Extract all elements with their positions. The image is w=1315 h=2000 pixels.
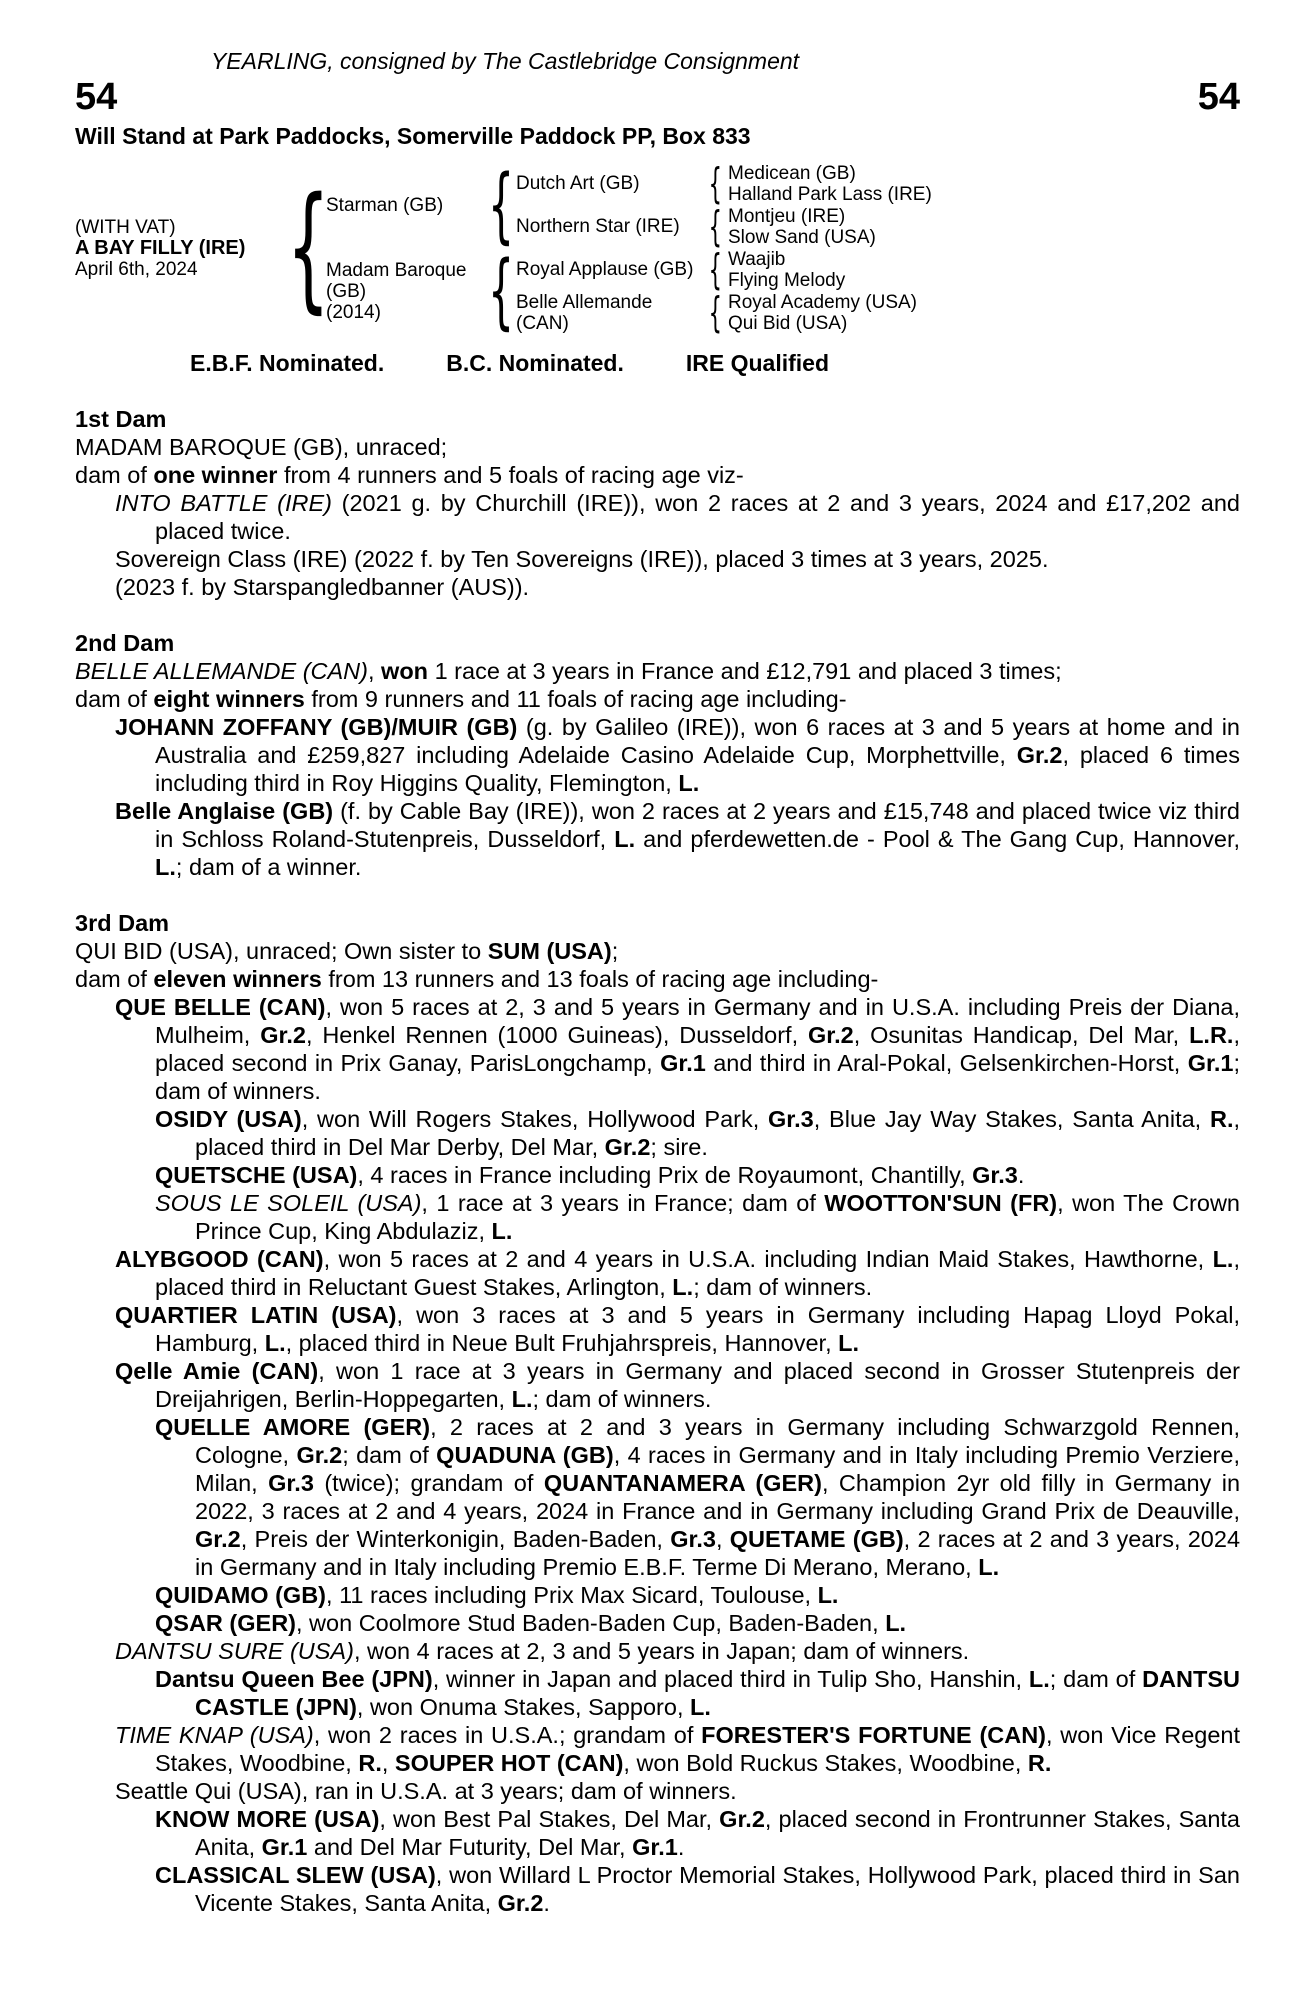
text-run: , placed third in Reluctant Guest Stakes, Arlington, (155, 1246, 1240, 1301)
nominations-line (75, 350, 1240, 377)
text-run: L. (678, 770, 700, 797)
text-run: from 9 runners and 11 foals of racing age including- (304, 686, 847, 713)
text-run: L. (838, 1330, 860, 1357)
dam-section-heading: 2nd Dam (75, 630, 175, 657)
text-run: QUARTIER LATIN (USA) (115, 1302, 397, 1329)
text-run: , 2 races at 2 and 3 years in Germany including Schwarzgold Rennen, Cologne, (195, 1414, 1241, 1469)
text-run: L. (672, 1274, 694, 1301)
text-run: , won 5 races at 2, 3 and 5 years in Germany and in U.S.A. including Preis der Diana, Mulheim, (155, 994, 1240, 1049)
text-run: and third in Aral-Pokal, Gelsenkirchen-Horst, (705, 1050, 1188, 1077)
pedigree-brace: { (286, 168, 330, 327)
text-run: Gr.1 (261, 1834, 308, 1861)
text-run: L. (817, 1582, 839, 1609)
dam-section (75, 405, 1240, 601)
pedigree-paragraph (75, 1861, 1240, 1917)
text-run: Gr.3 (268, 1470, 314, 1497)
text-run: QSAR (GER) (155, 1610, 296, 1637)
ebf-nominated-label: E.B.F. Nominated. (190, 350, 385, 377)
ire-qualified-label: IRE Qualified (685, 350, 830, 377)
pedigree-gen3-name: Royal Academy (USA) (728, 291, 918, 313)
text-run: Dantsu Queen Bee (JPN) (155, 1666, 433, 1693)
text-run: , winner in Japan and placed third in Tulip Sho, Hanshin, (432, 1666, 1029, 1693)
text-run: L. (614, 826, 636, 853)
text-run: TIME KNAP (USA) (115, 1722, 314, 1749)
text-run: Gr.2 (296, 1442, 343, 1469)
text-run: , placed 6 times including third in Roy Higgins Quality, Flemington, (155, 742, 1240, 797)
text-run: ; dam of winners. (532, 1386, 712, 1413)
text-run: SUM (USA) (487, 938, 612, 965)
text-run: ; sire. (650, 1134, 708, 1161)
text-run: Gr.2 (1016, 742, 1063, 769)
text-run: QUADUNA (GB) (436, 1442, 614, 1469)
pedigree-paragraph (75, 1805, 1240, 1861)
text-run: QUI BID (USA), unraced; Own sister to (75, 938, 488, 965)
dam-section (75, 909, 1240, 1917)
text-run: , 4 races in Germany and in Italy including Premio Verziere, Milan, (195, 1442, 1240, 1497)
text-run: . (543, 1890, 550, 1917)
text-run: , Osunitas Handicap, Del Mar, (853, 1022, 1190, 1049)
text-run: L. (978, 1554, 1000, 1581)
pedigree-paragraph (75, 713, 1240, 797)
text-run: ALYBGOOD (CAN) (115, 1246, 324, 1273)
text-run: L.R. (1189, 1022, 1234, 1049)
pedigree-gen3-name: Qui Bid (USA) (728, 313, 848, 335)
pedigree-paragraph (75, 1609, 1240, 1637)
text-run: (f. by Cable Bay (IRE)), won 2 races at 2 years and £15,748 and placed twice viz third in Schloss Roland-Stutenpreis, Dusseldorf, (155, 798, 1241, 853)
text-run: BELLE ALLEMANDE (CAN) (75, 658, 368, 685)
pedigree-gen2-name: Royal Applause (GB) (516, 259, 694, 281)
pedigree-paragraph (75, 1665, 1240, 1721)
text-run: , placed third in Del Mar Derby, Del Mar, (195, 1106, 1241, 1161)
text-run: R. (1209, 1106, 1234, 1133)
text-run: , (367, 658, 382, 685)
text-run: DANTSU CASTLE (JPN) (195, 1666, 1240, 1721)
text-run: Gr.2 (195, 1526, 241, 1553)
pedigree-paragraph (75, 433, 1240, 461)
text-run: , won Willard L Proctor Memorial Stakes, Hollywood Park, placed third in San Vicente Stakes, Santa Anita, (195, 1862, 1240, 1917)
vat-note: (WITH VAT) (75, 216, 176, 238)
text-run: Seattle Qui (USA), ran in U.S.A. at 3 years; dam of winners. (115, 1778, 737, 1805)
subject-block (75, 162, 290, 334)
pedigree-paragraph (75, 657, 1240, 685)
text-run: (2021 g. by Churchill (IRE)), won 2 races at 2 and 3 years, 2024 and £17,202 and placed twice. (155, 490, 1240, 545)
text-run: ; dam of winners. (155, 1050, 1240, 1105)
text-run: (twice); grandam of (313, 1470, 544, 1497)
text-run: Gr.3 (972, 1162, 1018, 1189)
text-run: , won Will Rogers Stakes, Hollywood Park, (301, 1106, 769, 1133)
pedigree-paragraph (75, 489, 1240, 545)
text-run: L. (885, 1610, 907, 1637)
text-run: Gr.1 (660, 1050, 706, 1077)
pedigree-table (75, 157, 1240, 339)
text-run: (g. by Galileo (IRE)), won 6 races at 3 and 5 years at home and in Australia and £259,827 including Adelaide Casino Adelaide Cup, Morphettville, (155, 714, 1240, 769)
pedigree-gen3-name: Medicean (GB) (728, 162, 856, 184)
pedigree-paragraph (75, 797, 1240, 881)
lot-number-row (75, 75, 1240, 118)
text-run: Gr.2 (604, 1134, 651, 1161)
text-run: one winner (153, 462, 278, 489)
text-run: JOHANN ZOFFANY (GB)/MUIR (GB) (115, 714, 518, 741)
text-run: , 1 race at 3 years in France; dam of (421, 1190, 825, 1217)
text-run: SOUPER HOT (CAN) (394, 1750, 624, 1777)
text-run: , Blue Jay Way Stakes, Santa Anita, (813, 1106, 1210, 1133)
text-run: , won The Crown Prince Cup, King Abdulaziz, (195, 1190, 1240, 1245)
dam-section-heading: 1st Dam (75, 406, 167, 433)
text-run: , won Coolmore Stud Baden-Baden Cup, Baden-Baden, (296, 1610, 886, 1637)
pedigree-brace: { (708, 159, 722, 209)
dam-section (75, 629, 1240, 881)
text-run: eight winners (153, 686, 305, 713)
text-run: KNOW MORE (USA) (155, 1806, 380, 1833)
pedigree-brace: { (708, 202, 722, 252)
text-run: Gr.2 (497, 1890, 544, 1917)
text-run: ; dam of (1049, 1666, 1143, 1693)
stand-location-line: Will Stand at Park Paddocks, Somerville Paddock PP, Box 833 (75, 123, 751, 150)
pedigree-gen3-name: Slow Sand (USA) (728, 227, 876, 249)
pedigree-details (75, 405, 1240, 1917)
pedigree-paragraph (75, 1581, 1240, 1609)
text-run: , won 1 race at 3 years in Germany and placed second in Grosser Stutenpreis der Dreijahrigen, Berlin-Hoppegarten, (155, 1358, 1240, 1413)
text-run: L. (690, 1694, 711, 1721)
text-run: . (1017, 1162, 1025, 1189)
text-run: Gr.2 (260, 1022, 306, 1049)
text-run: Gr.1 (1187, 1050, 1234, 1077)
text-run: , 11 races including Prix Max Sicard, Toulouse, (326, 1582, 818, 1609)
text-run: , placed second in Frontrunner Stakes, Santa Anita, (195, 1806, 1240, 1861)
text-run: from 4 runners and 5 foals of racing age viz- (277, 462, 744, 489)
text-run: FORESTER'S FORTUNE (CAN) (701, 1722, 1047, 1749)
text-run: and Del Mar Futurity, Del Mar, (307, 1834, 633, 1861)
pedigree-paragraph (75, 685, 1240, 713)
text-run: Sovereign Class (IRE) (2022 f. by Ten Sovereigns (IRE)), placed 3 times at 3 years, 2025. (115, 546, 1049, 573)
text-run: ; dam of winners. (693, 1274, 873, 1301)
text-run: SOUS LE SOLEIL (USA) (155, 1190, 422, 1217)
pedigree-paragraph (75, 993, 1240, 1105)
pedigree-paragraph (75, 545, 1240, 573)
pedigree-dam-year: (2014) (326, 301, 381, 323)
text-run: Belle Anglaise (GB) (115, 798, 334, 825)
text-run: Gr.1 (632, 1834, 678, 1861)
text-run: 1 race at 3 years in France and £12,791 and placed 3 times; (428, 658, 1062, 685)
text-run: WOOTTON'SUN (FR) (824, 1190, 1058, 1217)
text-run: , Henkel Rennen (1000 Guineas), Dusseldorf, (305, 1022, 808, 1049)
text-run: L. (155, 854, 176, 881)
text-run: QUETSCHE (USA) (155, 1162, 358, 1189)
text-run: QUIDAMO (GB) (155, 1582, 327, 1609)
text-run: dam of (75, 462, 154, 489)
pedigree-brace: { (708, 288, 722, 338)
pedigree-paragraph (75, 1721, 1240, 1777)
text-run: , (381, 1750, 395, 1777)
text-run: Gr.3 (670, 1526, 716, 1553)
pedigree-paragraph (75, 1413, 1240, 1581)
text-run: , won Bold Ruckus Stakes, Woodbine, (623, 1750, 1028, 1777)
pedigree-paragraph (75, 1161, 1240, 1189)
text-run: QUANTANAMERA (GER) (543, 1470, 822, 1497)
text-run: , won 2 races in U.S.A.; grandam of (313, 1722, 702, 1749)
text-run: (2023 f. by Starspangledbanner (AUS)). (115, 574, 530, 601)
text-run: INTO BATTLE (IRE) (115, 490, 332, 517)
pedigree-paragraph (75, 573, 1240, 601)
text-run: Gr.2 (807, 1022, 854, 1049)
text-run: from 13 runners and 13 foals of racing age including- (321, 966, 879, 993)
text-run: , won 5 races at 2 and 4 years in U.S.A. including Indian Maid Stakes, Hawthorne, (323, 1246, 1213, 1273)
text-run: ; (611, 938, 619, 965)
text-run: QUE BELLE (CAN) (115, 994, 326, 1021)
text-run: L. (264, 1330, 286, 1357)
text-run: , Champion 2yr old filly in Germany in 2022, 3 races at 2 and 4 years, 2024 in France and in Germany including Grand Prix de Deauville, (195, 1470, 1241, 1525)
consignment-line: YEARLING, consigned by The Castlebridge Consignment (210, 48, 800, 74)
text-run: OSIDY (USA) (155, 1106, 302, 1133)
pedigree-brace: { (487, 243, 515, 339)
pedigree-paragraph (75, 1357, 1240, 1413)
text-run: . (677, 1834, 685, 1861)
text-run: and pferdewetten.de - Pool & The Gang Cup, Hannover, (635, 826, 1240, 853)
text-run: , placed second in Prix Ganay, ParisLongchamp, (155, 1022, 1240, 1077)
text-run: , (715, 1526, 730, 1553)
text-run: MADAM BAROQUE (GB), unraced; (75, 434, 448, 461)
text-run: R. (1027, 1750, 1052, 1777)
text-run: Gr.2 (719, 1806, 765, 1833)
text-run: , won Vice Regent Stakes, Woodbine, (155, 1722, 1241, 1777)
text-run: eleven winners (153, 966, 322, 993)
text-run: Gr.3 (768, 1106, 814, 1133)
subject-foal-date: April 6th, 2024 (75, 258, 198, 280)
text-run: , placed third in Neue Bult Fruhjahrspreis, Hannover, (285, 1330, 839, 1357)
text-run: dam of (75, 686, 154, 713)
subject-description: A BAY FILLY (IRE) (75, 236, 246, 259)
text-run: won (381, 658, 429, 685)
text-run: dam of (75, 966, 154, 993)
text-run: L. (1028, 1666, 1050, 1693)
text-run: L. (511, 1386, 533, 1413)
pedigree-paragraph (75, 461, 1240, 489)
text-run: L. (1212, 1246, 1234, 1273)
pedigree-gen2-name: Northern Star (IRE) (516, 216, 680, 238)
pedigree-paragraph (75, 1189, 1240, 1245)
pedigree-paragraph (75, 1637, 1240, 1665)
pedigree-paragraph (75, 1301, 1240, 1357)
text-run: L. (491, 1218, 513, 1245)
text-run: QUELLE AMORE (GER) (155, 1414, 431, 1441)
text-run: , 4 races in France including Prix de Royaumont, Chantilly, (357, 1162, 973, 1189)
text-run: DANTSU SURE (USA) (115, 1638, 354, 1665)
pedigree-paragraph (75, 1245, 1240, 1301)
text-run: , Preis der Winterkonigin, Baden-Baden, (240, 1526, 671, 1553)
pedigree-gen3-name: Waajib (728, 248, 786, 270)
lot-number-left: 54 (75, 75, 118, 118)
pedigree-gen2-name: Dutch Art (GB) (516, 173, 640, 195)
dam-section-heading: 3rd Dam (75, 910, 170, 937)
pedigree-brace: { (487, 157, 515, 253)
text-run: , won 4 races at 2, 3 and 5 years in Japan; dam of winners. (353, 1638, 970, 1665)
pedigree-gen3-name: Montjeu (IRE) (728, 205, 846, 227)
pedigree-paragraph (75, 1105, 1240, 1161)
pedigree-paragraph (75, 937, 1240, 965)
pedigree-gen3-name: Flying Melody (728, 270, 846, 292)
text-run: QUETAME (GB) (729, 1526, 904, 1553)
text-run: , won Onuma Stakes, Sapporo, (356, 1694, 691, 1721)
text-run: , won 3 races at 3 and 5 years in Germany including Hapag Lloyd Pokal, Hamburg, (155, 1302, 1240, 1357)
text-run: ; dam of a winner. (175, 854, 362, 881)
pedigree-gen3-name: Halland Park Lass (IRE) (728, 184, 932, 206)
pedigree-dam-name: Madam Baroque (GB) (326, 259, 467, 302)
text-run: R. (358, 1750, 382, 1777)
lot-number-right: 54 (1197, 75, 1240, 118)
pedigree-brace: { (708, 245, 722, 295)
bc-nominated-label: B.C. Nominated. (446, 350, 624, 377)
pedigree-gen2-name: Belle Allemande (CAN) (516, 291, 653, 334)
text-run: ; dam of (342, 1442, 437, 1469)
text-run: , won Best Pal Stakes, Del Mar, (379, 1806, 720, 1833)
pedigree-paragraph (75, 1777, 1240, 1805)
text-run: CLASSICAL SLEW (USA) (155, 1862, 436, 1889)
text-run: Qelle Amie (CAN) (115, 1358, 319, 1385)
pedigree-dam (326, 248, 486, 334)
pedigree-paragraph (75, 965, 1240, 993)
text-run: , 2 races at 2 and 3 years, 2024 in Germany and in Italy including Premio E.B.F. Terme Di Merano, Merano, (195, 1526, 1241, 1581)
pedigree-sire: Starman (GB) (326, 194, 444, 216)
